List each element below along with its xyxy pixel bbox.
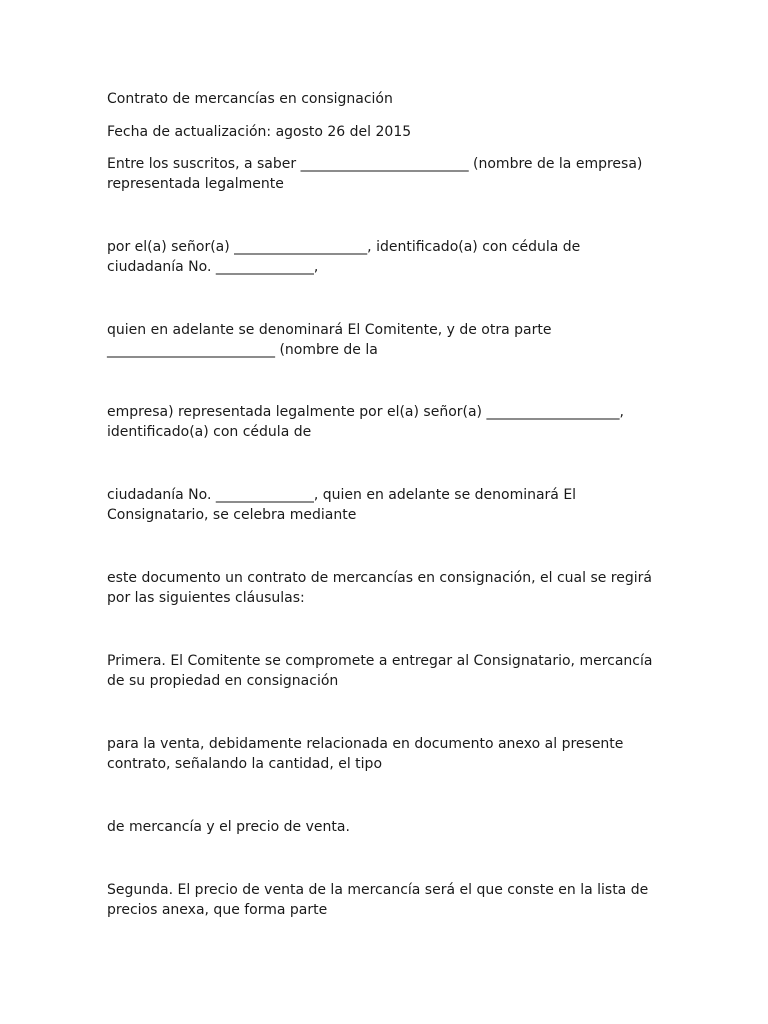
clause-first: Primera. El Comitente se compromete a entregar al Consignatario, mercancía de su propiedad en consignación bbox=[107, 653, 653, 689]
paragraph-consignatario: ciudadanía No. ______________, quien en adelante se denominará El Consignatario, se celebra mediante bbox=[107, 487, 577, 523]
clause-first-end: de mercancía y el precio de venta. bbox=[107, 819, 350, 835]
paragraph-comitente: quien en adelante se denominará El Comitente, y de otra parte ________________________ (nombre de la bbox=[107, 322, 552, 358]
paragraph-second-party: empresa) representada legalmente por el(a) señor(a) ___________________, identificado(a) con cédula de bbox=[107, 404, 624, 440]
paragraph-parties-intro: Entre los suscritos, a saber ________________________ (nombre de la empresa) representada legalmente bbox=[107, 156, 643, 192]
paragraph-representative: por el(a) señor(a) ___________________, identificado(a) con cédula de ciudadanía No. ______________, bbox=[107, 239, 581, 275]
update-date: Fecha de actualización: agosto 26 del 2015 bbox=[107, 124, 412, 140]
clause-first-continued: para la venta, debidamente relacionada en documento anexo al presente contrato, señalando la cantidad, el tipo bbox=[107, 736, 624, 772]
paragraph-contract-terms: este documento un contrato de mercancías en consignación, el cual se regirá por las siguientes cláusulas: bbox=[107, 570, 652, 606]
clause-second: Segunda. El precio de venta de la mercancía será el que conste en la lista de precios anexa, que forma parte bbox=[107, 882, 649, 918]
document-title: Contrato de mercancías en consignación bbox=[107, 91, 393, 107]
